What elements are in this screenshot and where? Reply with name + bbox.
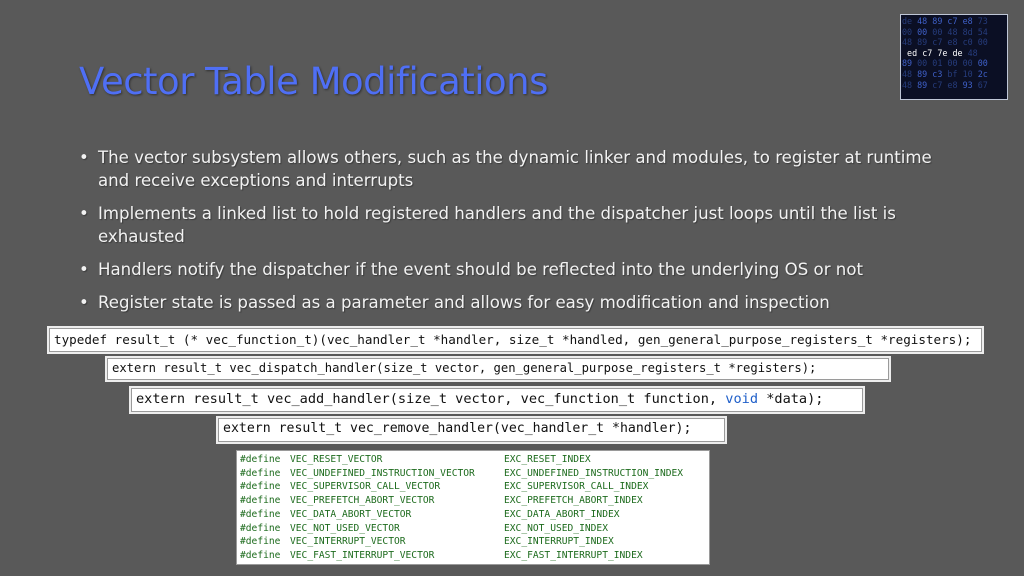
define-macro-value: EXC_NOT_USED_INDEX <box>504 522 608 534</box>
define-directive: #define <box>240 508 281 520</box>
define-row <box>240 535 706 549</box>
define-directive: #define <box>240 481 281 493</box>
hex-row <box>902 58 1006 69</box>
define-row <box>240 467 706 481</box>
hex-byte: 67 <box>977 79 988 90</box>
hex-byte: e8 <box>962 16 973 26</box>
bullet-glyph: • <box>79 148 89 167</box>
define-macro-name: VEC_UNDEFINED_INSTRUCTION_VECTOR <box>290 467 475 479</box>
hex-byte: 89 <box>917 37 928 48</box>
hex-row <box>902 37 1006 48</box>
hex-byte: 7e <box>937 47 948 58</box>
code-keyword: void <box>725 391 759 407</box>
define-row <box>240 522 706 536</box>
define-row <box>240 480 706 494</box>
hex-byte: 48 <box>902 79 913 90</box>
define-directive: #define <box>240 522 281 534</box>
remove-handler-code-snippet: extern result_t vec_remove_handler(vec_handler_t *handler); <box>218 418 725 442</box>
bullet-text: Register state is passed as a parameter and allows for easy modification and inspection <box>98 293 830 312</box>
define-macro-name: VEC_SUPERVISOR_CALL_VECTOR <box>290 481 441 493</box>
dispatch-handler-code-snippet: extern result_t vec_dispatch_handler(size_t vector, gen_general_purpose_registers_t *registers); <box>107 358 889 380</box>
hex-byte: 00 <box>977 58 988 69</box>
bullet-item <box>79 146 939 192</box>
define-macro-name: VEC_DATA_ABORT_VECTOR <box>290 508 412 520</box>
define-directive: #define <box>240 549 281 561</box>
define-row <box>240 508 706 522</box>
hex-byte: e8 <box>947 79 958 90</box>
hex-byte: 48 <box>902 68 913 79</box>
hex-byte: 00 <box>932 26 943 37</box>
hex-byte: 01 <box>932 58 943 69</box>
define-macro-value: EXC_FAST_INTERRUPT_INDEX <box>504 549 643 561</box>
hex-byte: de <box>952 47 963 58</box>
define-macro-value: EXC_INTERRUPT_INDEX <box>504 536 614 548</box>
hex-byte: 89 <box>917 79 928 90</box>
hex-row <box>902 48 1006 59</box>
hex-byte: 54 <box>977 26 988 37</box>
define-macro-name: VEC_RESET_VECTOR <box>290 454 383 465</box>
hex-byte: 00 <box>902 26 913 37</box>
define-macro-name: VEC_PREFETCH_ABORT_VECTOR <box>290 495 435 507</box>
bullet-list <box>79 146 939 324</box>
define-table <box>236 450 710 565</box>
define-directive: #define <box>240 467 281 479</box>
hex-byte: 48 <box>967 47 978 58</box>
hex-byte: c7 <box>947 16 958 26</box>
hex-byte: 00 <box>917 58 928 69</box>
hex-byte: c0 <box>962 37 973 48</box>
hex-byte: 89 <box>917 68 928 79</box>
define-macro-name: VEC_INTERRUPT_VECTOR <box>290 536 406 548</box>
hex-byte: de <box>902 16 913 26</box>
hex-row <box>902 80 1006 91</box>
hex-byte: ed <box>907 47 918 58</box>
hex-row <box>902 16 1006 27</box>
define-row <box>240 453 706 467</box>
hex-row <box>902 69 1006 80</box>
hex-byte: 73 <box>977 16 988 26</box>
define-macro-value: EXC_DATA_ABORT_INDEX <box>504 508 620 520</box>
code-text: *data); <box>758 391 824 407</box>
hex-row <box>902 27 1006 38</box>
add-handler-code-snippet <box>131 388 863 412</box>
hex-byte: 89 <box>932 16 943 26</box>
hex-byte: 10 <box>962 68 973 79</box>
hex-byte: 48 <box>947 26 958 37</box>
hex-byte: bf <box>947 68 958 79</box>
slide-title: Vector Table Modifications <box>79 60 548 103</box>
define-macro-value: EXC_UNDEFINED_INSTRUCTION_INDEX <box>504 467 684 479</box>
bullet-glyph: • <box>79 204 89 223</box>
hex-byte: c3 <box>932 68 943 79</box>
bullet-item <box>79 258 939 281</box>
bullet-glyph: • <box>79 293 89 312</box>
hex-dump-logo <box>900 14 1008 100</box>
typedef-code-snippet: typedef result_t (* vec_function_t)(vec_handler_t *handler, size_t *handled, gen_general_purpose_registers_t *registers); <box>49 328 982 352</box>
hex-byte: c7 <box>932 79 943 90</box>
hex-byte: 00 <box>947 58 958 69</box>
define-macro-name: VEC_FAST_INTERRUPT_VECTOR <box>290 549 435 561</box>
define-macro-value: EXC_PREFETCH_ABORT_INDEX <box>504 495 643 507</box>
hex-byte: 2c <box>977 68 988 79</box>
hex-byte: 48 <box>917 16 928 26</box>
define-macro-name: VEC_NOT_USED_VECTOR <box>290 522 400 534</box>
bullet-item <box>79 202 939 248</box>
hex-byte: 00 <box>917 26 928 37</box>
bullet-text: Implements a linked list to hold registered handlers and the dispatcher just loops until the list is exhausted <box>98 204 896 246</box>
bullet-item <box>79 291 939 314</box>
define-row <box>240 549 706 563</box>
define-row <box>240 494 706 508</box>
define-macro-value: EXC_RESET_INDEX <box>504 454 591 465</box>
hex-byte: e8 <box>947 37 958 48</box>
define-directive: #define <box>240 536 281 548</box>
hex-byte: 89 <box>902 58 913 69</box>
hex-byte: c7 <box>932 37 943 48</box>
hex-byte: 93 <box>962 79 973 90</box>
hex-byte: c7 <box>922 47 933 58</box>
define-directive: #define <box>240 495 281 507</box>
bullet-glyph: • <box>79 260 89 279</box>
hex-byte: 8d <box>962 26 973 37</box>
hex-byte: 00 <box>977 37 988 48</box>
hex-byte: 00 <box>962 58 973 69</box>
hex-byte: 48 <box>902 37 913 48</box>
define-macro-value: EXC_SUPERVISOR_CALL_INDEX <box>504 481 649 493</box>
bullet-text: The vector subsystem allows others, such as the dynamic linker and modules, to register at runtime and receive exceptions and interrupts <box>98 148 932 190</box>
code-text: extern result_t vec_add_handler(size_t vector, vec_function_t function, <box>136 391 726 407</box>
define-directive: #define <box>240 454 281 465</box>
bullet-text: Handlers notify the dispatcher if the event should be reflected into the underlying OS or not <box>98 260 863 279</box>
